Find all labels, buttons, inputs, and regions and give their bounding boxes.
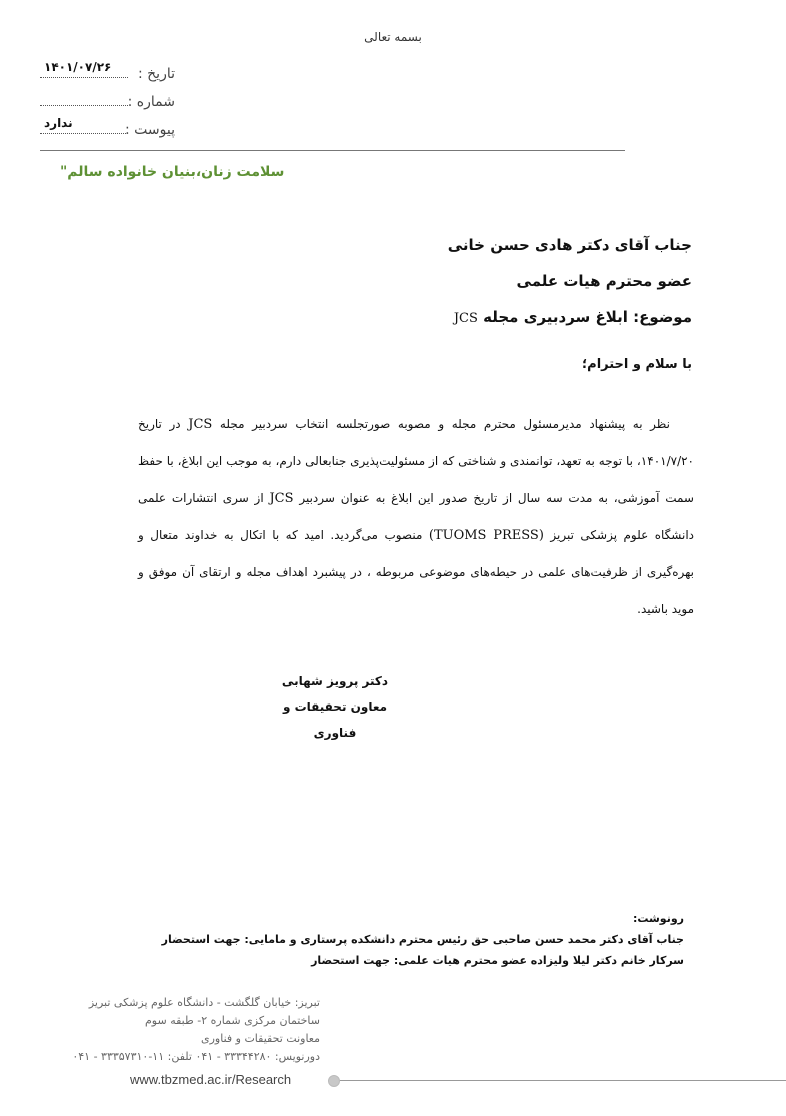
attachment-value: ندارد — [44, 116, 73, 130]
footer-line-2: ساختمان مرکزی شماره ۲- طبقه سوم — [145, 1014, 320, 1027]
addressee-title: عضو محترم هیات علمی — [516, 272, 692, 290]
date-dots — [40, 77, 128, 78]
attachment-row — [40, 112, 175, 138]
footer-divider — [340, 1080, 786, 1081]
signature-block — [260, 668, 410, 746]
cc-block — [84, 908, 684, 971]
footer-address — [20, 994, 320, 1066]
subject-prefix: موضوع: ابلاغ سردبیری مجله — [483, 308, 692, 326]
header-divider — [40, 150, 625, 151]
body-press: (TUOMS PRESS) — [428, 528, 544, 543]
attachment-label: پیوست : — [125, 122, 175, 138]
attachment-dots — [40, 133, 128, 134]
footer-line-1: تبریز: خیابان گلگشت - دانشگاه علوم پزشکی تبریز — [88, 996, 320, 1009]
body-journal-2: JCS — [269, 491, 294, 506]
body-part-2: در تاریخ ۱۴۰۱/۷/۲۰، با توجه به تعهد، توانمندی و شناختی که از مسئولیت‌پذیری جنابعالی دارم، به موجب این ابلاغ، با حفظ سمت آموزشی، به مدت سه سال از تاریخ صدور این ابلاغ به عنوان سردبیر — [138, 417, 694, 505]
footer-line-3: معاونت تحقیقات و فناوری — [200, 1032, 320, 1045]
date-row — [40, 56, 175, 82]
cc-heading: رونوشت: — [632, 912, 684, 925]
cc-line-1: جناب آقای دکتر محمد حسن صاحبی حق رئیس محترم دانشکده پرستاری و مامایی: جهت استحضار — [161, 933, 684, 946]
number-row — [40, 84, 175, 110]
addressee-name: جناب آقای دکتر هادی حسن خانی — [447, 236, 692, 254]
signer-name: دکتر پرویز شهابی — [281, 674, 389, 688]
letter-body — [138, 406, 694, 628]
cc-line-2: سرکار خانم دکتر لیلا ولیزاده عضو محترم هیات علمی: جهت استحضار — [311, 954, 684, 967]
website-link[interactable]: www.tbzmed.ac.ir/Research — [130, 1072, 292, 1087]
bismillah-heading: بسمه تعالی — [364, 30, 422, 44]
date-label: تاریخ : — [137, 66, 175, 82]
footer-line-4: دورنویس: ۳۳۳۴۴۲۸۰ - ۰۴۱ تلفن: ۱۱-۳۳۳۵۷۳۱۰ - ۰۴۱ — [72, 1050, 320, 1063]
greeting: با سلام و احترام؛ — [581, 357, 692, 372]
signer-title: معاون تحقیقات و فناوری — [282, 700, 388, 740]
number-dots — [40, 105, 128, 106]
body-part-1: نظر به پیشنهاد مدیرمسئول محترم مجله و مصوبه صورتجلسه انتخاب سردبیر مجله — [219, 417, 670, 431]
slogan: سلامت زنان،بنیان خانواده سالم" — [60, 164, 285, 180]
body-part-3: از سری انتشارات علمی دانشگاه علوم پزشکی تبریز — [138, 491, 695, 542]
body-journal-1: JCS — [188, 417, 213, 432]
subject-journal: JCS — [453, 311, 478, 326]
subject-line — [454, 308, 692, 326]
date-value: ۱۴۰۱/۰۷/۲۶ — [44, 60, 112, 74]
number-label: شماره : — [127, 94, 175, 110]
footer-dot-icon — [328, 1075, 340, 1087]
body-part-4: منصوب می‌گردید. امید که با اتکال به خداوند متعال و بهره‌گیری از ظرفیت‌های علمی در حیطه‌های موضوعی مربوطه ، در پیشبرد اهداف مجله و ارتقای آن موفق و موید باشید. — [138, 528, 694, 616]
